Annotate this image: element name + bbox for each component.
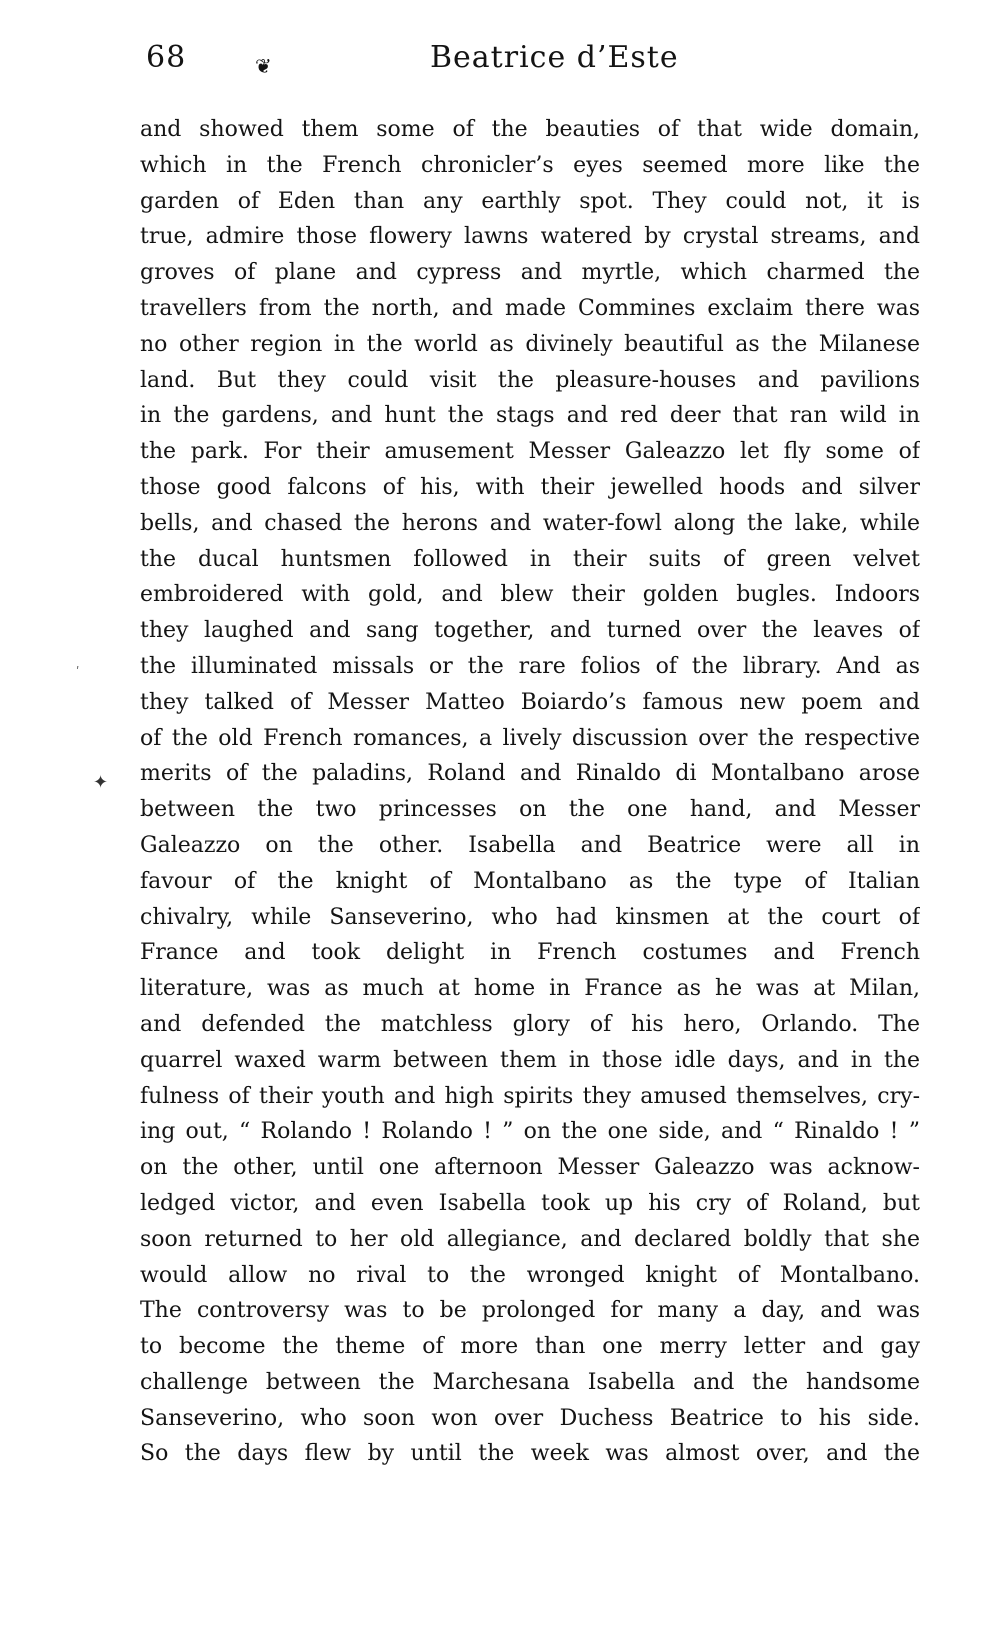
text-line: Galeazzo on the other. Isabella and Beatrice were all in: [140, 832, 920, 858]
body-text: [140, 112, 920, 1472]
text-line: and showed them some of the beauties of that wide domain,: [140, 117, 920, 142]
text-line: those good falcons of his, with their jewelled hoods and silver: [140, 474, 920, 500]
text-line: literature, was as much at home in France as he was at Milan,: [140, 976, 920, 1002]
text-line: travellers from the north, and made Commines exclaim there was: [140, 295, 920, 321]
text-line: land. But they could visit the pleasure-houses and pavilions: [140, 367, 920, 393]
text-line: the park. For their amusement Messer Galeazzo let fly some of: [140, 439, 920, 465]
page-header: [140, 40, 940, 90]
text-line: ing out, “ Rolando ! Rolando ! ” on the one side, and “ Rinaldo ! ”: [140, 1119, 920, 1145]
text-line: of the old French romances, a lively discussion over the respective: [140, 725, 920, 751]
text-line: soon returned to her old allegiance, and declared boldly that she: [140, 1226, 920, 1252]
text-line: they laughed and sang together, and turned over the leaves of: [140, 618, 920, 644]
text-line: they talked of Messer Matteo Boiardo’s famous new poem and: [140, 689, 920, 715]
text-line: between the two princesses on the one hand, and Messer: [140, 797, 920, 823]
text-line: So the days flew by until the week was almost over, and the: [140, 1441, 920, 1467]
text-line: embroidered with gold, and blew their golden bugles. Indoors: [140, 582, 920, 608]
text-line: chivalry, while Sanseverino, who had kinsmen at the court of: [140, 904, 920, 930]
margin-arrow-mark-icon: ✦: [93, 772, 109, 793]
text-line: no other region in the world as divinely beautiful as the Milanese: [140, 331, 920, 357]
text-line: quarrel waxed warm between them in those idle days, and in the: [140, 1047, 920, 1073]
text-line: ledged victor, and even Isabella took up his cry of Roland, but: [140, 1190, 920, 1216]
ornament-icon: ❦: [255, 54, 272, 78]
text-line: Sanseverino, who soon won over Duchess Beatrice to his side.: [140, 1405, 920, 1431]
text-line: The controversy was to be prolonged for many a day, and was: [140, 1298, 920, 1324]
running-head: Beatrice d’Este: [430, 40, 679, 75]
text-line: the illuminated missals or the rare folios of the library. And as: [140, 653, 920, 679]
text-line: favour of the knight of Montalbano as the type of Italian: [140, 868, 920, 894]
margin-tick-mark-icon: ʹ: [76, 665, 80, 679]
text-line: true, admire those flowery lawns watered by crystal streams, and: [140, 224, 920, 250]
text-line: to become the theme of more than one merry letter and gay: [140, 1334, 920, 1360]
text-line: would allow no rival to the wronged knight of Montalbano.: [140, 1262, 920, 1288]
text-line: challenge between the Marchesana Isabella and the handsome: [140, 1369, 920, 1395]
page-number: 68: [146, 40, 187, 75]
text-line: in the gardens, and hunt the stags and red deer that ran wild in: [140, 403, 920, 429]
text-line: on the other, until one afternoon Messer Galeazzo was acknow-: [140, 1155, 920, 1181]
text-line: merits of the paladins, Roland and Rinaldo di Montalbano arose: [140, 761, 920, 787]
text-line: and defended the matchless glory of his hero, Orlando. The: [140, 1011, 920, 1037]
text-line: groves of plane and cypress and myrtle, which charmed the: [140, 260, 920, 286]
text-line: garden of Eden than any earthly spot. They could not, it is: [140, 188, 920, 214]
text-line: bells, and chased the herons and water-fowl along the lake, while: [140, 510, 920, 536]
text-line: the ducal huntsmen followed in their suits of green velvet: [140, 546, 920, 572]
text-line: France and took delight in French costumes and French: [140, 940, 920, 966]
text-line: which in the French chronicler’s eyes seemed more like the: [140, 152, 920, 178]
text-line: fulness of their youth and high spirits they amused themselves, cry-: [140, 1083, 920, 1109]
